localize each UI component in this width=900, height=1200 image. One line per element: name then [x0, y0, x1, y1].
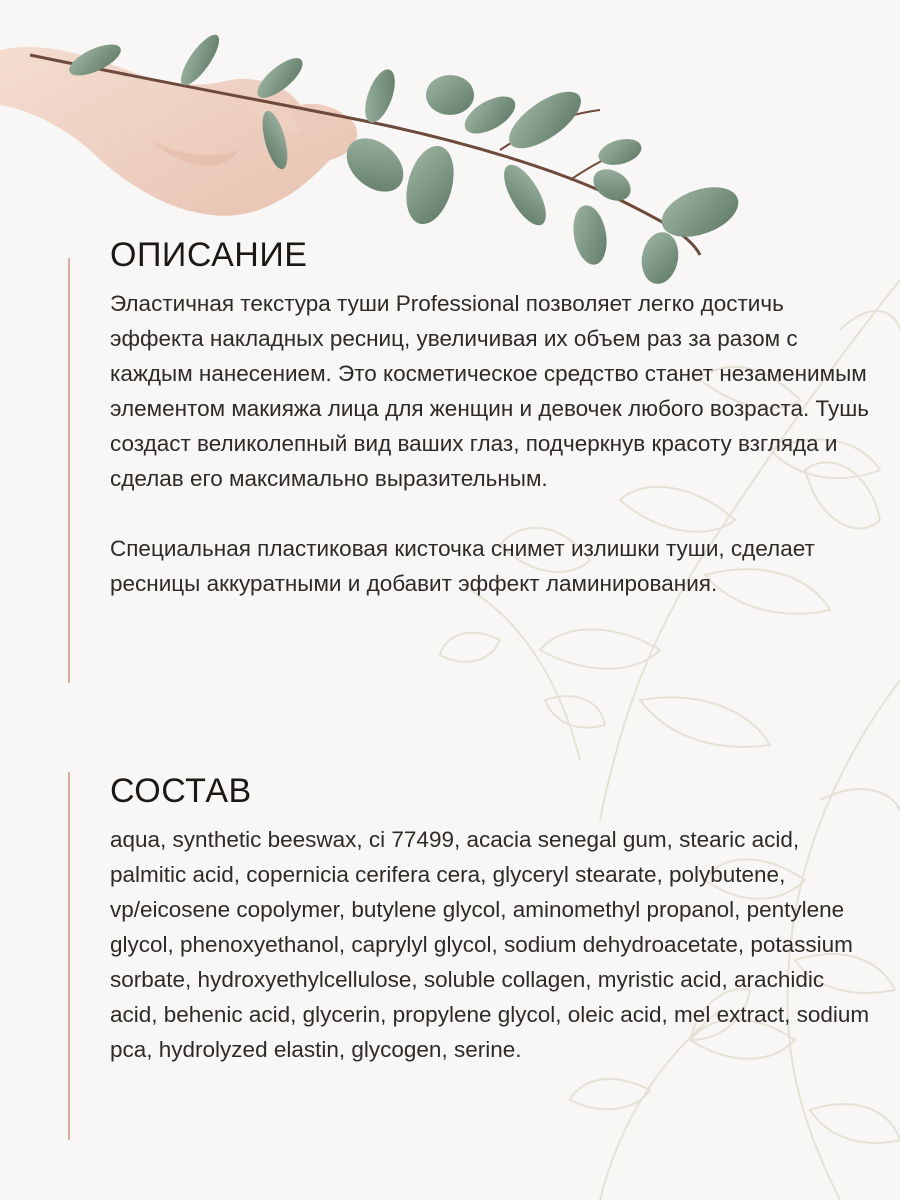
composition-section	[110, 771, 870, 1067]
description-section	[110, 235, 870, 601]
description-paragraph-2: Специальная пластиковая кисточка снимет излишки туши, сделает ресницы аккуратными и добавит эффект ламинирования.	[110, 536, 815, 596]
hand-shape	[0, 47, 357, 216]
description-body	[110, 286, 870, 601]
ingredients-list: aqua, synthetic beeswax, ci 77499, acacia senegal gum, stearic acid, palmitic acid, copernicia cerifera cera, glyceryl stearate, polybutene, vp/eicosene copolymer, butylene glycol, aminomethyl propanol, pentylene glycol, phenoxyethanol, caprylyl glycol, sodium dehydroacetate, potassium sorbate, hydroxyethylcellulose, soluble collagen, myristic acid, arachidic acid, behenic acid, glycerin, propylene glycol, oleic acid, mel extract, sodium pca, hydrolyzed elastin, glycogen, serine.	[110, 827, 870, 1062]
description-paragraph-1: Эластичная текстура туши Professional позволяет легко достичь эффекта накладных ресниц, увеличивая их объем раз за разом с каждым нанесением. Это косметическое средство станет незаменимым элементом макияжа лица для женщин и девочек любого возраста. Тушь создаст великолепный вид ваших глаз, подчеркнув красоту взгляда и сделав его максимально выразительным.	[110, 291, 870, 491]
composition-heading: СОСТАВ	[110, 772, 252, 810]
description-heading: ОПИСАНИЕ	[110, 236, 308, 274]
composition-accent-line	[68, 772, 70, 1140]
description-accent-line	[68, 258, 70, 683]
composition-body	[110, 822, 870, 1067]
